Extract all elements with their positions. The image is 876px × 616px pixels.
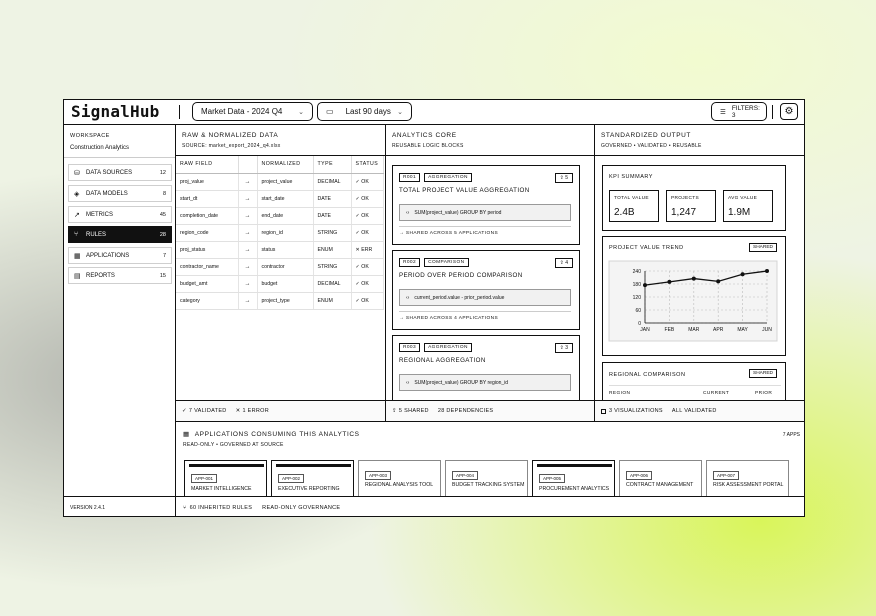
error-icon: ✕ xyxy=(355,246,362,253)
check-icon: ✓ xyxy=(355,229,362,236)
workspace-label: WORKSPACE xyxy=(70,133,110,139)
section-title-text: APPLICATIONS CONSUMING THIS ANALYTICS xyxy=(194,430,360,438)
panel-title: STANDARDIZED OUTPUT xyxy=(601,132,692,139)
normalized-field-cell: project_type xyxy=(257,292,313,309)
app-name: REGIONAL ANALYSIS TOOL xyxy=(365,482,434,488)
status-text: OK xyxy=(361,229,369,236)
panel-subtitle: REUSABLE LOGIC BLOCKS xyxy=(392,143,464,149)
data-point xyxy=(643,283,647,287)
calendar-icon: ▭ xyxy=(326,107,334,116)
arrow-icon: → xyxy=(238,258,257,275)
rule-expression xyxy=(399,289,571,306)
rule-card[interactable] xyxy=(392,250,580,330)
status-footer xyxy=(176,496,805,517)
checkbox-icon xyxy=(601,409,606,414)
app-id: APP-001 xyxy=(191,474,217,483)
card-title: PROJECT VALUE TREND xyxy=(609,245,684,251)
normalized-field-cell: status xyxy=(257,241,313,258)
status-cell xyxy=(351,241,384,258)
panel-source: SOURCE: market_export_2024_q4.xlsx xyxy=(182,143,281,149)
kpi-tile xyxy=(666,190,716,222)
normalized-field-cell: project_value xyxy=(257,173,313,190)
validated-count: 7 VALIDATED xyxy=(188,408,227,414)
grid-icon: ▦ xyxy=(183,431,190,438)
rule-meta: → SHARED ACROSS 5 APPLICATIONS xyxy=(399,231,499,236)
column-header: STATUS xyxy=(351,156,384,173)
app-id: APP-004 xyxy=(452,471,478,480)
kpi-value: 1.9M xyxy=(728,207,751,218)
rule-card[interactable] xyxy=(392,335,580,405)
y-tick-label: 120 xyxy=(632,294,641,301)
signalhub-window xyxy=(63,99,805,517)
sidebar-item-applications[interactable] xyxy=(68,247,172,264)
status-cell xyxy=(351,275,384,292)
highlight-bar xyxy=(276,464,351,467)
raw-field-cell: region_code xyxy=(176,224,238,241)
trend-chart-card xyxy=(602,236,786,356)
share-count-button[interactable] xyxy=(555,173,573,183)
rule-meta: → SHARED ACROSS 4 APPLICATIONS xyxy=(399,316,499,321)
check-icon: ✓ xyxy=(355,297,362,304)
layers-icon: ◈ xyxy=(74,190,80,198)
shared-count: 5 SHARED xyxy=(398,408,429,414)
kpi-value: 2.4B xyxy=(614,207,635,218)
table-row[interactable] xyxy=(176,173,384,190)
highlight-bar xyxy=(537,464,612,467)
date-range-select[interactable] xyxy=(317,102,412,121)
share-count-button[interactable] xyxy=(555,258,573,268)
app-card[interactable] xyxy=(445,460,528,500)
share-icon: ⇪ xyxy=(559,260,564,266)
sidebar-item-label: APPLICATIONS xyxy=(86,252,130,259)
rule-divider xyxy=(399,226,571,227)
shared-badge: SHARED xyxy=(749,243,777,252)
branch-icon: ⑂ xyxy=(74,231,79,238)
sidebar-item-label: RULES xyxy=(86,231,107,238)
table-row[interactable] xyxy=(176,292,384,309)
rule-tags xyxy=(399,258,469,267)
sidebar-item-count: 28 xyxy=(159,231,166,238)
panel-title: RAW & NORMALIZED DATA xyxy=(182,132,279,139)
app-name: PROCUREMENT ANALYTICS xyxy=(539,486,610,492)
status-cell xyxy=(351,258,384,275)
status-cell xyxy=(351,292,384,309)
rule-kind-tag: COMPARISON xyxy=(424,258,468,267)
panel-divider xyxy=(386,155,594,156)
share-count: 5 xyxy=(565,175,568,181)
sidebar-item-count: 8 xyxy=(162,190,166,197)
app-id: APP-006 xyxy=(626,471,652,480)
status-cell xyxy=(351,207,384,224)
rule-tags xyxy=(399,173,472,182)
card-title: KPI SUMMARY xyxy=(609,174,653,180)
raw-field-cell: completion_date xyxy=(176,207,238,224)
y-tick-label: 0 xyxy=(638,320,641,327)
field-mapping-table xyxy=(176,156,384,310)
app-id: APP-007 xyxy=(713,471,739,480)
chevron-down-icon: ⌄ xyxy=(298,108,304,116)
panel-title: ANALYTICS CORE xyxy=(392,132,457,139)
normalized-field-cell: contractor xyxy=(257,258,313,275)
column-header xyxy=(238,156,257,173)
check-icon: ✓ xyxy=(355,178,362,185)
visualization-count: 3 VISUALIZATIONS xyxy=(609,408,663,414)
share-icon: ⇪ xyxy=(559,175,564,181)
x-tick-label: FEB xyxy=(664,327,675,333)
document-icon: ▤ xyxy=(74,272,81,280)
type-cell: DECIMAL xyxy=(313,275,351,292)
status-text: OK xyxy=(361,297,369,304)
y-tick-label: 180 xyxy=(632,281,641,288)
arrow-icon: → xyxy=(238,275,257,292)
raw-field-cell: proj_value xyxy=(176,173,238,190)
arrow-icon: → xyxy=(238,224,257,241)
column-header: REGION xyxy=(609,391,631,396)
share-count: 4 xyxy=(565,260,568,266)
column-header: PRIOR xyxy=(755,391,773,396)
filter-icon: ☰ xyxy=(720,108,726,116)
rule-code: SUM(project_value) GROUP BY period xyxy=(414,209,502,216)
rule-divider xyxy=(399,311,571,312)
data-point xyxy=(716,279,720,283)
sidebar-item-count: 12 xyxy=(159,169,166,176)
code-icon: ‹› xyxy=(406,379,410,386)
app-name: EXECUTIVE REPORTING xyxy=(278,486,340,492)
type-cell: DATE xyxy=(313,207,351,224)
column-header: RAW FIELD xyxy=(176,156,238,173)
data-point xyxy=(741,272,745,276)
data-point xyxy=(765,269,769,273)
rule-kind-tag: AGGREGATION xyxy=(424,343,472,352)
data-point xyxy=(667,280,671,284)
sidebar-item-label: REPORTS xyxy=(86,272,115,279)
y-tick-label: 60 xyxy=(635,307,641,314)
check-icon: ✓ xyxy=(355,263,362,270)
top-bar xyxy=(64,100,804,125)
output-panel-footer xyxy=(595,400,805,421)
status-text: OK xyxy=(361,263,369,270)
kpi-label: PROJECTS xyxy=(671,196,699,201)
sidebar-item-label: DATA MODELS xyxy=(86,190,128,197)
status-cell xyxy=(351,190,384,207)
chevron-down-icon: ⌄ xyxy=(397,108,403,116)
app-card[interactable] xyxy=(358,460,441,500)
app-card[interactable] xyxy=(706,460,789,500)
app-card[interactable] xyxy=(271,460,354,500)
status-text: OK xyxy=(361,178,369,185)
check-icon: ✓ xyxy=(355,280,362,287)
card-divider xyxy=(609,385,781,386)
kpi-summary-card xyxy=(602,165,786,231)
rule-title: TOTAL PROJECT VALUE AGGREGATION xyxy=(399,187,530,194)
kpi-value: 1,247 xyxy=(671,207,697,218)
code-icon: ‹› xyxy=(406,294,410,301)
app-id: APP-005 xyxy=(539,474,565,483)
sidebar-item-data-models[interactable] xyxy=(68,185,172,202)
sidebar-footer-divider xyxy=(64,496,175,497)
type-cell: ENUM xyxy=(313,241,351,258)
arrow-icon: → xyxy=(238,190,257,207)
status-text: OK xyxy=(361,212,369,219)
share-count-button[interactable] xyxy=(555,343,573,353)
inherited-rules: 60 INHERITED RULES xyxy=(189,504,253,511)
core-panel-footer xyxy=(386,400,594,421)
trend-chart xyxy=(607,259,779,343)
rule-id-tag: R002 xyxy=(399,258,420,267)
status-text: OK xyxy=(361,195,369,202)
check-icon: ✓ xyxy=(355,195,362,202)
app-name: RISK ASSESSMENT PORTAL xyxy=(713,482,784,488)
type-cell: DECIMAL xyxy=(313,173,351,190)
dataset-select[interactable] xyxy=(192,102,313,121)
type-cell: STRING xyxy=(313,224,351,241)
column-header: CURRENT xyxy=(703,391,730,396)
arrow-icon: → xyxy=(238,207,257,224)
arrow-icon: → xyxy=(238,173,257,190)
sidebar-item-label: METRICS xyxy=(86,211,113,218)
raw-field-cell: budget_amt xyxy=(176,275,238,292)
rule-title: REGIONAL AGGREGATION xyxy=(399,357,486,364)
raw-field-cell: category xyxy=(176,292,238,309)
share-icon: ⇪ xyxy=(559,345,564,351)
error-count: 1 ERROR xyxy=(242,408,270,414)
arrow-icon: → xyxy=(238,292,257,309)
card-title: REGIONAL COMPARISON xyxy=(609,372,686,378)
raw-field-cell: contractor_name xyxy=(176,258,238,275)
column-header: NORMALIZED xyxy=(257,156,313,173)
gear-icon: ⚙ xyxy=(784,106,794,117)
validation-status: ALL VALIDATED xyxy=(671,408,717,414)
x-tick-label: MAR xyxy=(688,327,700,333)
sidebar-item-label: DATA SOURCES xyxy=(86,169,133,176)
dataset-select-value: Market Data - 2024 Q4 xyxy=(201,107,283,116)
filters-label: FILTERS: 3 xyxy=(731,104,760,119)
panel-subtitle: GOVERNED • VALIDATED • REUSABLE xyxy=(601,143,702,149)
settings-button[interactable] xyxy=(780,103,798,120)
code-icon: ‹› xyxy=(406,209,410,216)
table-row[interactable] xyxy=(176,190,384,207)
x-tick-label: JUN xyxy=(762,327,772,333)
governance-status: READ-ONLY GOVERNANCE xyxy=(262,504,341,511)
sidebar-item-count: 15 xyxy=(159,272,166,279)
header-divider xyxy=(772,105,773,119)
sidebar-item-reports[interactable] xyxy=(68,267,172,284)
sidebar-item-rules[interactable] xyxy=(68,226,172,243)
workspace-name: Construction Analytics xyxy=(70,145,130,151)
status-cell xyxy=(351,224,384,241)
error-icon: ✕ xyxy=(235,408,241,414)
panel-divider xyxy=(595,155,805,156)
branch-icon: ⑂ xyxy=(183,504,187,511)
normalized-field-cell: region_id xyxy=(257,224,313,241)
column-header: TYPE xyxy=(313,156,351,173)
app-card[interactable] xyxy=(184,460,267,500)
sidebar-item-count: 45 xyxy=(159,211,166,218)
applications-section xyxy=(176,421,805,496)
standardized-output-panel xyxy=(595,125,805,421)
kpi-tile xyxy=(609,190,659,222)
table-row[interactable] xyxy=(176,207,384,224)
header-divider xyxy=(179,105,180,119)
section-title xyxy=(183,430,360,438)
version-label: VERSION 2.4.1 xyxy=(70,505,106,511)
sidebar-item-metrics[interactable] xyxy=(68,206,172,223)
x-tick-label: APR xyxy=(713,327,724,333)
rule-id-tag: R001 xyxy=(399,173,420,182)
status-cell xyxy=(351,173,384,190)
check-icon: ✓ xyxy=(355,212,362,219)
type-cell: DATE xyxy=(313,190,351,207)
kpi-tile xyxy=(723,190,773,222)
rule-title: PERIOD OVER PERIOD COMPARISON xyxy=(399,272,523,279)
sidebar xyxy=(64,125,176,517)
rule-id-tag: R003 xyxy=(399,343,420,352)
filters-button[interactable] xyxy=(711,102,767,121)
app-id: APP-002 xyxy=(278,474,304,483)
app-card[interactable] xyxy=(532,460,615,500)
kpi-label: AVG VALUE xyxy=(728,196,758,201)
share-icon: ⇪ xyxy=(392,408,397,414)
share-count: 3 xyxy=(565,345,568,351)
date-range-value: Last 90 days xyxy=(345,107,391,116)
rule-code: current_period.value - prior_period.value xyxy=(414,294,505,301)
table-row[interactable] xyxy=(176,224,384,241)
grid-icon: ▦ xyxy=(74,252,81,260)
highlight-bar xyxy=(189,464,264,467)
raw-data-panel xyxy=(176,125,386,421)
dependency-count: 28 DEPENDENCIES xyxy=(437,408,494,414)
rule-tags xyxy=(399,343,472,352)
sidebar-item-data-sources[interactable] xyxy=(68,164,172,181)
type-cell: STRING xyxy=(313,258,351,275)
app-logo: SignalHub xyxy=(71,102,160,121)
raw-field-cell: start_dt xyxy=(176,190,238,207)
table-row[interactable] xyxy=(176,275,384,292)
raw-field-cell: proj_status xyxy=(176,241,238,258)
database-icon: ⛁ xyxy=(74,169,80,177)
table-row[interactable] xyxy=(176,241,384,258)
rule-code: SUM(project_value) GROUP BY region_id xyxy=(414,379,509,386)
app-name: MARKET INTELLIGENCE xyxy=(191,486,252,492)
arrow-icon: → xyxy=(238,241,257,258)
trend-icon: ↗ xyxy=(74,211,80,219)
status-text: OK xyxy=(361,280,369,287)
shared-badge: SHARED xyxy=(749,369,777,378)
x-tick-label: JAN xyxy=(640,327,650,333)
x-tick-label: MAY xyxy=(737,327,748,333)
raw-panel-footer xyxy=(176,400,385,421)
data-point xyxy=(692,277,696,281)
type-cell: ENUM xyxy=(313,292,351,309)
y-tick-label: 240 xyxy=(632,268,641,275)
rule-card[interactable] xyxy=(392,165,580,245)
normalized-field-cell: end_date xyxy=(257,207,313,224)
normalized-field-cell: budget xyxy=(257,275,313,292)
app-name: CONTRACT MANAGEMENT xyxy=(626,482,694,488)
rule-kind-tag: AGGREGATION xyxy=(424,173,472,182)
app-count: 7 APPS xyxy=(782,432,800,438)
check-icon: ✓ xyxy=(182,408,187,414)
section-subtitle: READ-ONLY • GOVERNED AT SOURCE xyxy=(183,442,284,448)
table-row[interactable] xyxy=(176,258,384,275)
app-id: APP-003 xyxy=(365,471,391,480)
normalized-field-cell: start_date xyxy=(257,190,313,207)
rule-expression xyxy=(399,374,571,391)
sidebar-item-count: 7 xyxy=(162,252,166,259)
rule-expression xyxy=(399,204,571,221)
analytics-core-panel xyxy=(386,125,595,421)
table-header-row xyxy=(176,156,384,173)
kpi-label: TOTAL VALUE xyxy=(614,196,649,201)
app-card[interactable] xyxy=(619,460,702,500)
app-name: BUDGET TRACKING SYSTEM xyxy=(452,482,525,488)
status-text: ERR xyxy=(361,246,373,253)
sidebar-divider xyxy=(64,157,175,158)
